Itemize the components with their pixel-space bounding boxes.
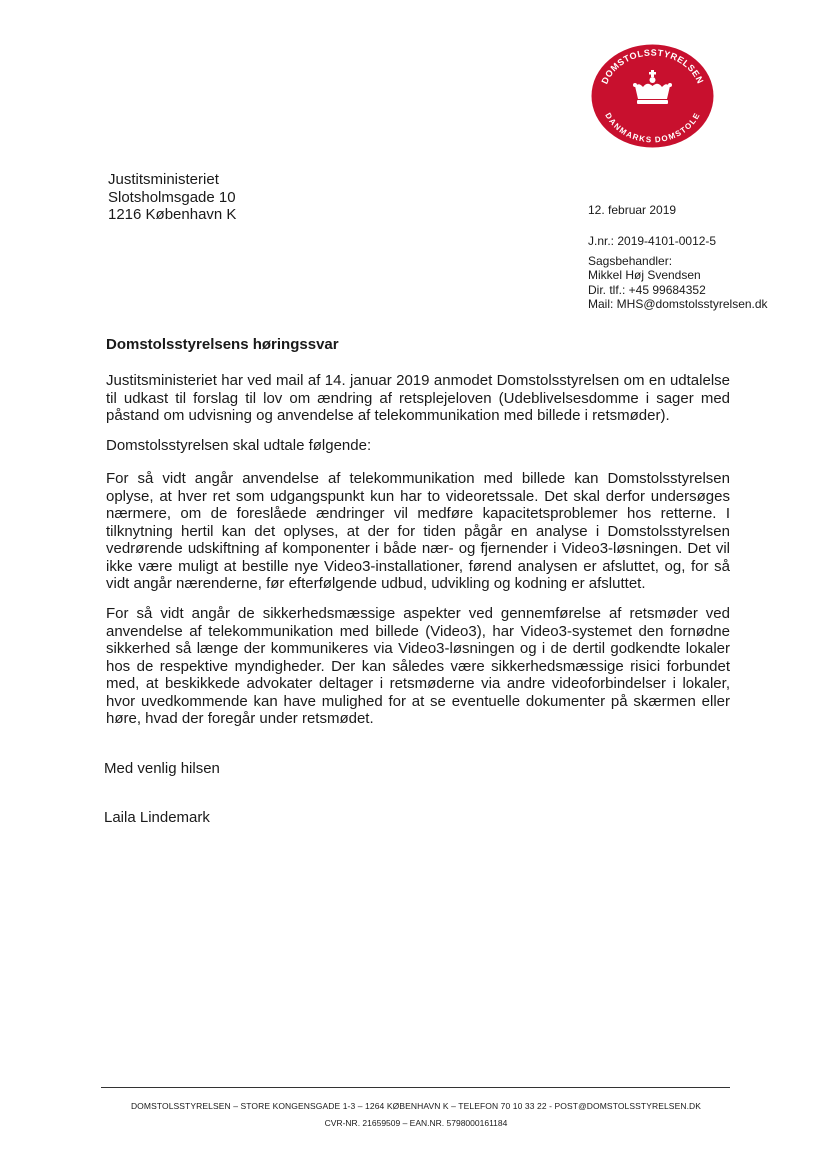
reference-block <box>588 234 768 312</box>
signature-name: Laila Lindemark <box>104 809 210 826</box>
case-handler-label: Sagsbehandler: <box>588 253 673 268</box>
paragraph-3: For så vidt angår anvendelse af telekommunikation med billede kan Domstolsstyrelsen oplyse, at hver ret som udgangspunkt kun har to videoretssale. Det skal derfor undersøges nærmere, om de foreslåede ændringer vil medføre kapacitetsproblemer hos retterne. I tilknytning hertil kan det oplyses, at der for tiden pågår en analyse i Domstolsstyrelsen vedrørende udskiftning af komponenter i både nær- og fjernender i Video3-løsningen. Det vil ikke være muligt at bestille nye Video3-installationer, førend analysen er afsluttet, og, for så vidt angår nærenderne, før efterfølgende udbud, udvikling og kodning er afsluttet. <box>106 470 730 592</box>
paragraph-4: For så vidt angår de sikkerhedsmæssige aspekter ved gennemførelse af retsmøder ved anvendelse af telekommunikation med billede (Video3), har Video3-systemet den fornødne sikkerhed så længe der kommunikeres via Video3-løsningen og i de dertil godkendte lokaler hos de respektive myndigheder. Der kan således være sikkerhedsmæssige risici forbundet med, at beskikkede advokater deltager i retsmøderne via andre videoforbindelser i lokaler, hvor uvedkommende kan have mulighed for at se eventuelle dokumenter på skærmen eller høre, hvad der foregår under retsmødet. <box>106 605 730 727</box>
seal-text-top: DOMSTOLSSTYRELSEN <box>599 47 706 86</box>
domstolsstyrelsen-logo <box>591 44 714 148</box>
seal-text-bottom: DANMARKS DOMSTOLE <box>603 111 702 145</box>
recipient-name: Justitsministeriet <box>108 171 219 188</box>
direct-phone: Dir. tlf.: +45 99684352 <box>588 282 706 297</box>
email-address: Mail: MHS@domstolsstyrelsen.dk <box>588 297 768 311</box>
footer-registration: CVR-NR. 21659509 – EAN.NR. 5798000161184 <box>324 1118 508 1128</box>
case-handler-name: Mikkel Høj Svendsen <box>588 268 701 282</box>
recipient-street: Slotsholmsgade 10 <box>108 188 236 206</box>
recipient-city: 1216 København K <box>108 206 237 223</box>
closing-greeting: Med venlig hilsen <box>104 760 220 777</box>
paragraph-2: Domstolsstyrelsen skal udtale følgende: <box>106 437 372 454</box>
recipient-address <box>108 171 236 224</box>
letter-heading: Domstolsstyrelsens høringssvar <box>106 336 339 353</box>
footer-address: DOMSTOLSSTYRELSEN – STORE KONGENSGADE 1-3 – 1264 KØBENHAVN K – TELEFON 70 10 33 22 - POST@DOMSTOLSSTYRELSEN.DK <box>130 1101 702 1111</box>
seal-emblem <box>591 44 714 148</box>
journal-number: J.nr.: 2019-4101-0012-5 <box>588 234 717 248</box>
paragraph-1: Justitsministeriet har ved mail af 14. januar 2019 anmodet Domstolsstyrelsen om en udtalelse til udkast til forslag til lov om ændring af retsplejeloven (Udeblivelsesdomme i sager med påstand om udvisning og anvendelse af telekommunikation med billede i retsmøder). <box>106 372 730 424</box>
letter-date: 12. februar 2019 <box>588 203 677 217</box>
footer-divider <box>101 1087 730 1088</box>
